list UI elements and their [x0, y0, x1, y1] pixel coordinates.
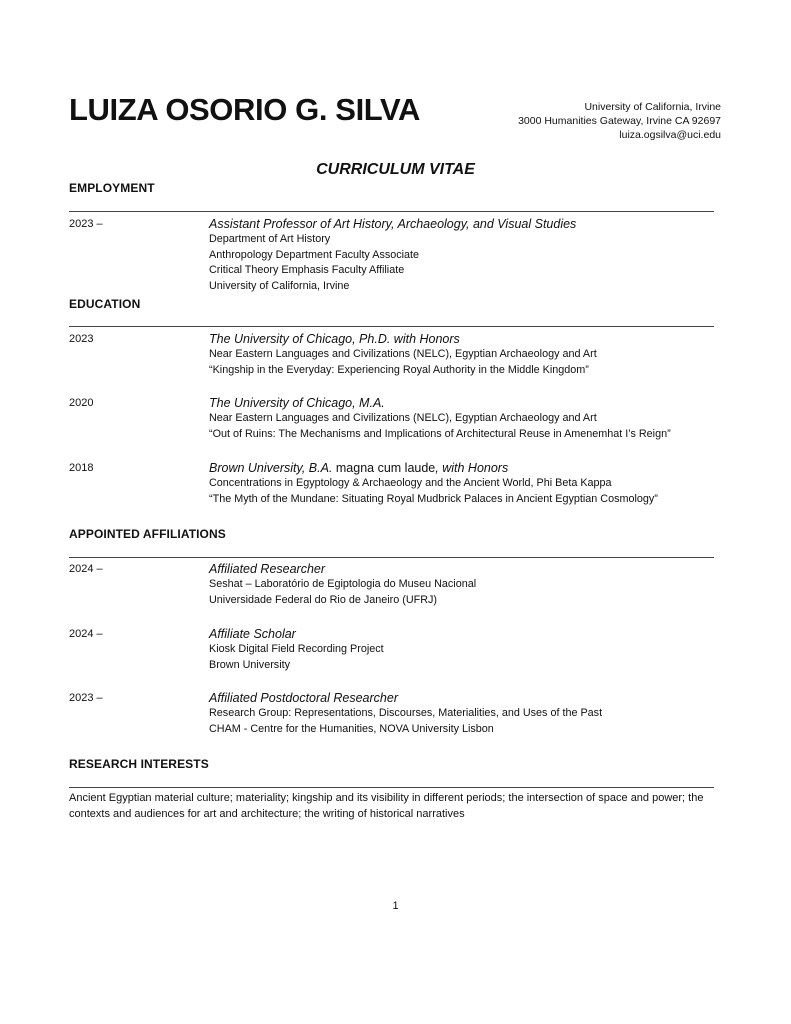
- section-heading-education: EDUCATION: [69, 297, 141, 311]
- document-title: CURRICULUM VITAE: [316, 161, 475, 178]
- entry-title-degree: Brown University, B.A.: [209, 461, 336, 475]
- entry-line: Universidade Federal do Rio de Janeiro (UFRJ): [209, 593, 438, 606]
- entry-date: 2024 –: [69, 628, 103, 640]
- entry-line: Seshat – Laboratório de Egiptologia do Museu Nacional: [209, 578, 477, 590]
- entry-line: Research Group: Representations, Discourses, Materialities, and Uses of the Past: [209, 707, 603, 719]
- section-rule: [69, 557, 714, 558]
- entry-body: [209, 626, 729, 673]
- entry-date: 2020: [69, 397, 94, 409]
- contact-block: [518, 100, 721, 142]
- entry-title: The University of Chicago, M.A.: [209, 396, 385, 410]
- entry-line: Near Eastern Languages and Civilizations (NELC), Egyptian Archaeology and Art: [209, 412, 597, 424]
- entry-date: 2018: [69, 462, 94, 474]
- entry-body: [209, 561, 729, 608]
- section-rule: [69, 326, 714, 327]
- entry-line: “Out of Ruins: The Mechanisms and Implications of Architectural Reuse in Amenemhat I’s Reign”: [209, 427, 671, 440]
- entry-line: Concentrations in Egyptology & Archaeology and the Ancient World, Phi Beta Kappa: [209, 477, 612, 489]
- page-number: 1: [392, 900, 399, 912]
- entry-line: Brown University: [209, 658, 290, 671]
- research-interests-text: Ancient Egyptian material culture; materiality; kingship and its visibility in different periods; the intersection of space and power; the contexts and audiences for art and architecture; the writing of historical narratives: [69, 792, 704, 820]
- entry-date: 2023: [69, 333, 94, 345]
- entry-title-honor: magna cum laude: [335, 461, 436, 475]
- contact-address: 3000 Humanities Gateway, Irvine CA 92697: [518, 115, 721, 127]
- entry-body: [209, 331, 729, 378]
- contact-email[interactable]: luiza.ogsilva@uci.edu: [619, 129, 721, 141]
- section-heading-affiliations: APPOINTED AFFILIATIONS: [69, 527, 226, 541]
- section-heading-employment: EMPLOYMENT: [69, 181, 155, 195]
- entry-line: Department of Art History: [209, 233, 331, 245]
- entry-body: [209, 690, 729, 737]
- entry-title-suffix: , with Honors: [435, 461, 509, 475]
- author-name: LUIZA OSORIO G. SILVA: [69, 92, 420, 127]
- contact-institution: University of California, Irvine: [584, 101, 721, 113]
- entry-body: [209, 395, 729, 442]
- entry-line: Kiosk Digital Field Recording Project: [209, 643, 384, 655]
- entry-body: [209, 216, 729, 295]
- entry-title: Affiliated Researcher: [209, 562, 326, 576]
- section-rule: [69, 211, 714, 212]
- entry-line: “Kingship in the Everyday: Experiencing Royal Authority in the Middle Kingdom”: [209, 363, 589, 376]
- entry-body: [209, 460, 729, 507]
- entry-line: CHAM - Centre for the Humanities, NOVA University Lisbon: [209, 722, 494, 735]
- entry-title: The University of Chicago, Ph.D. with Honors: [209, 332, 460, 346]
- entry-date: 2024 –: [69, 563, 103, 575]
- entry-title: Affiliated Postdoctoral Researcher: [209, 691, 398, 705]
- entry-title: Affiliate Scholar: [209, 627, 296, 641]
- entry-date: 2023 –: [69, 692, 103, 704]
- entry-line: Near Eastern Languages and Civilizations (NELC), Egyptian Archaeology and Art: [209, 348, 597, 360]
- entry-line: University of California, Irvine: [209, 280, 350, 293]
- entry-title: Assistant Professor of Art History, Archaeology, and Visual Studies: [209, 217, 577, 231]
- entry-date: 2023 –: [69, 218, 103, 230]
- entry-line: Critical Theory Emphasis Faculty Affiliate: [209, 264, 405, 277]
- entry-line: “The Myth of the Mundane: Situating Royal Mudbrick Palaces in Ancient Egyptian Cosmology”: [209, 492, 658, 505]
- section-heading-research: RESEARCH INTERESTS: [69, 757, 209, 771]
- entry-line: Anthropology Department Faculty Associate: [209, 248, 420, 261]
- entry-title: [209, 460, 729, 476]
- section-rule: [69, 787, 714, 788]
